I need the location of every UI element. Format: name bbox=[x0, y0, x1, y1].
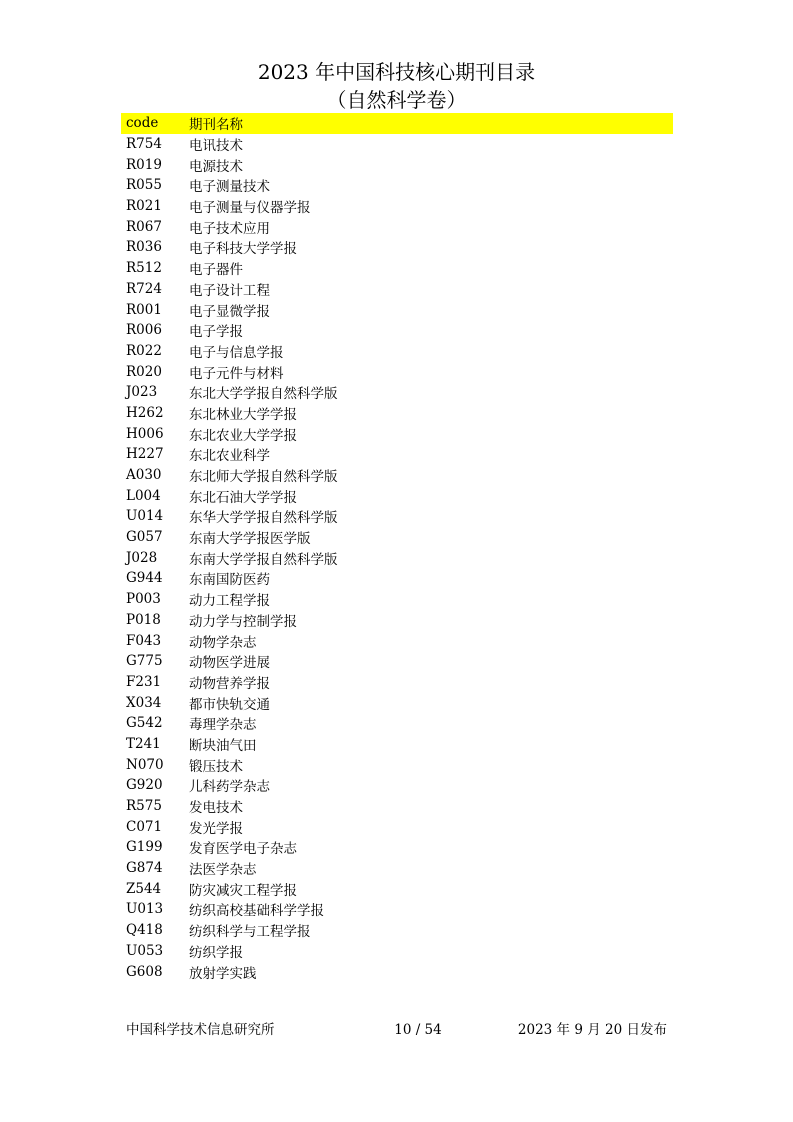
journal-code: G920 bbox=[126, 777, 163, 794]
table-row bbox=[121, 672, 673, 693]
journal-name: 断块油气田 bbox=[189, 737, 257, 754]
journal-name: 动物学杂志 bbox=[189, 634, 257, 651]
journal-code: G057 bbox=[126, 529, 163, 546]
journal-name: 电讯技术 bbox=[189, 138, 243, 155]
journal-name: 东北农业科学 bbox=[189, 448, 270, 465]
table-row bbox=[121, 610, 673, 631]
table-row bbox=[121, 320, 673, 341]
journal-code: G874 bbox=[126, 860, 163, 877]
journal-code: R001 bbox=[126, 301, 162, 318]
journal-name: 防灾减灾工程学报 bbox=[189, 882, 297, 899]
journal-name: 东北农业大学学报 bbox=[189, 427, 297, 444]
journal-code: R512 bbox=[126, 260, 162, 277]
journal-code: U053 bbox=[126, 942, 164, 959]
journal-code: R055 bbox=[126, 177, 162, 194]
journal-name: 动物医学进展 bbox=[189, 655, 270, 672]
table-row bbox=[121, 527, 673, 548]
table-row bbox=[121, 547, 673, 568]
table-row bbox=[121, 816, 673, 837]
journal-name: 动力学与控制学报 bbox=[189, 613, 297, 630]
table-row bbox=[121, 341, 673, 362]
journal-name: 电子测量技术 bbox=[189, 179, 270, 196]
journal-table bbox=[121, 113, 673, 982]
table-row bbox=[121, 258, 673, 279]
journal-code: N070 bbox=[126, 756, 164, 773]
page-subtitle: （自然科学卷） bbox=[326, 88, 467, 112]
journal-name: 东北师大学报自然科学版 bbox=[189, 469, 338, 486]
table-row bbox=[121, 403, 673, 424]
table-row bbox=[121, 465, 673, 486]
table-row bbox=[121, 961, 673, 982]
table-row bbox=[121, 279, 673, 300]
table-row bbox=[121, 175, 673, 196]
journal-name: 东华大学学报自然科学版 bbox=[189, 510, 338, 527]
journal-code: L004 bbox=[126, 487, 161, 504]
journal-name: 电子显微学报 bbox=[189, 303, 270, 320]
column-header-name: 期刊名称 bbox=[189, 117, 243, 134]
journal-name: 动物营养学报 bbox=[189, 675, 270, 692]
journal-code: R019 bbox=[126, 156, 162, 173]
table-row bbox=[121, 754, 673, 775]
journal-name: 法医学杂志 bbox=[189, 862, 257, 879]
table-row bbox=[121, 485, 673, 506]
journal-code: C071 bbox=[126, 818, 163, 835]
journal-code: F231 bbox=[126, 673, 162, 690]
table-row bbox=[121, 651, 673, 672]
table-row bbox=[121, 589, 673, 610]
journal-code: R724 bbox=[126, 280, 162, 297]
journal-name: 锻压技术 bbox=[189, 758, 243, 775]
journal-name: 东南国防医药 bbox=[189, 572, 270, 589]
journal-code: Q418 bbox=[126, 922, 163, 939]
journal-code: U013 bbox=[126, 901, 164, 918]
journal-code: Z544 bbox=[126, 880, 162, 897]
table-row bbox=[121, 154, 673, 175]
table-row bbox=[121, 713, 673, 734]
table-body bbox=[121, 134, 673, 982]
table-row bbox=[121, 444, 673, 465]
publish-date: 2023 年 9 月 20 日发布 bbox=[517, 1022, 667, 1038]
journal-code: G542 bbox=[126, 715, 163, 732]
journal-name: 电子设计工程 bbox=[189, 282, 270, 299]
journal-name: 儿科药学杂志 bbox=[189, 779, 270, 796]
journal-name: 纺织科学与工程学报 bbox=[189, 924, 311, 941]
table-row bbox=[121, 837, 673, 858]
table-row bbox=[121, 506, 673, 527]
journal-name: 电子元件与材料 bbox=[189, 365, 284, 382]
journal-code: U014 bbox=[126, 508, 164, 525]
journal-name: 电源技术 bbox=[189, 158, 243, 175]
journal-code: R036 bbox=[126, 239, 162, 256]
journal-name: 纺织学报 bbox=[189, 944, 243, 961]
page-number: 10 / 54 bbox=[394, 1022, 442, 1038]
journal-name: 东北大学学报自然科学版 bbox=[189, 386, 338, 403]
journal-name: 电子学报 bbox=[189, 324, 243, 341]
table-row bbox=[121, 899, 673, 920]
table-row bbox=[121, 630, 673, 651]
journal-name: 电子测量与仪器学报 bbox=[189, 200, 311, 217]
journal-code: H262 bbox=[126, 404, 164, 421]
journal-code: R575 bbox=[126, 798, 162, 815]
journal-code: R006 bbox=[126, 322, 162, 339]
footer-organization: 中国科学技术信息研究所 bbox=[126, 1022, 275, 1038]
table-row bbox=[121, 361, 673, 382]
journal-code: X034 bbox=[126, 694, 162, 711]
table-row bbox=[121, 796, 673, 817]
journal-name: 放射学实践 bbox=[189, 965, 257, 982]
table-row bbox=[121, 692, 673, 713]
table-row bbox=[121, 775, 673, 796]
table-row bbox=[121, 196, 673, 217]
journal-name: 东北石油大学学报 bbox=[189, 489, 297, 506]
journal-code: G199 bbox=[126, 839, 163, 856]
journal-name: 电子技术应用 bbox=[189, 220, 270, 237]
journal-code: J028 bbox=[126, 549, 158, 566]
journal-code: T241 bbox=[126, 735, 161, 752]
journal-code: A030 bbox=[126, 467, 162, 484]
journal-name: 发电技术 bbox=[189, 800, 243, 817]
journal-name: 东南大学学报医学版 bbox=[189, 531, 311, 548]
journal-name: 电子器件 bbox=[189, 262, 243, 279]
table-header-row bbox=[121, 113, 673, 134]
journal-code: R754 bbox=[126, 136, 162, 153]
journal-name: 都市快轨交通 bbox=[189, 696, 270, 713]
journal-name: 发光学报 bbox=[189, 820, 243, 837]
table-row bbox=[121, 134, 673, 155]
journal-name: 纺织高校基础科学学报 bbox=[189, 903, 324, 920]
table-row bbox=[121, 382, 673, 403]
journal-code: G775 bbox=[126, 653, 163, 670]
journal-name: 东北林业大学学报 bbox=[189, 406, 297, 423]
table-row bbox=[121, 237, 673, 258]
journal-code: H227 bbox=[126, 446, 164, 463]
column-header-code: code bbox=[126, 115, 159, 132]
page-title: 2023 年中国科技核心期刊目录 bbox=[257, 60, 536, 84]
table-row bbox=[121, 299, 673, 320]
journal-name: 毒理学杂志 bbox=[189, 717, 257, 734]
journal-code: R067 bbox=[126, 218, 162, 235]
journal-code: J023 bbox=[126, 384, 158, 401]
journal-code: F043 bbox=[126, 632, 162, 649]
table-row bbox=[121, 858, 673, 879]
table-row bbox=[121, 568, 673, 589]
journal-code: G608 bbox=[126, 963, 163, 980]
journal-name: 东南大学学报自然科学版 bbox=[189, 551, 338, 568]
table-row bbox=[121, 423, 673, 444]
journal-code: R020 bbox=[126, 363, 162, 380]
table-row bbox=[121, 920, 673, 941]
table-row bbox=[121, 941, 673, 962]
journal-name: 发育医学电子杂志 bbox=[189, 841, 297, 858]
journal-name: 动力工程学报 bbox=[189, 593, 270, 610]
journal-code: R022 bbox=[126, 342, 162, 359]
journal-name: 电子科技大学学报 bbox=[189, 241, 297, 258]
journal-code: H006 bbox=[126, 425, 164, 442]
table-row bbox=[121, 734, 673, 755]
table-row bbox=[121, 878, 673, 899]
journal-code: P003 bbox=[126, 591, 161, 608]
journal-code: P018 bbox=[126, 611, 161, 628]
table-row bbox=[121, 216, 673, 237]
journal-name: 电子与信息学报 bbox=[189, 344, 284, 361]
journal-code: R021 bbox=[126, 198, 162, 215]
journal-code: G944 bbox=[126, 570, 163, 587]
